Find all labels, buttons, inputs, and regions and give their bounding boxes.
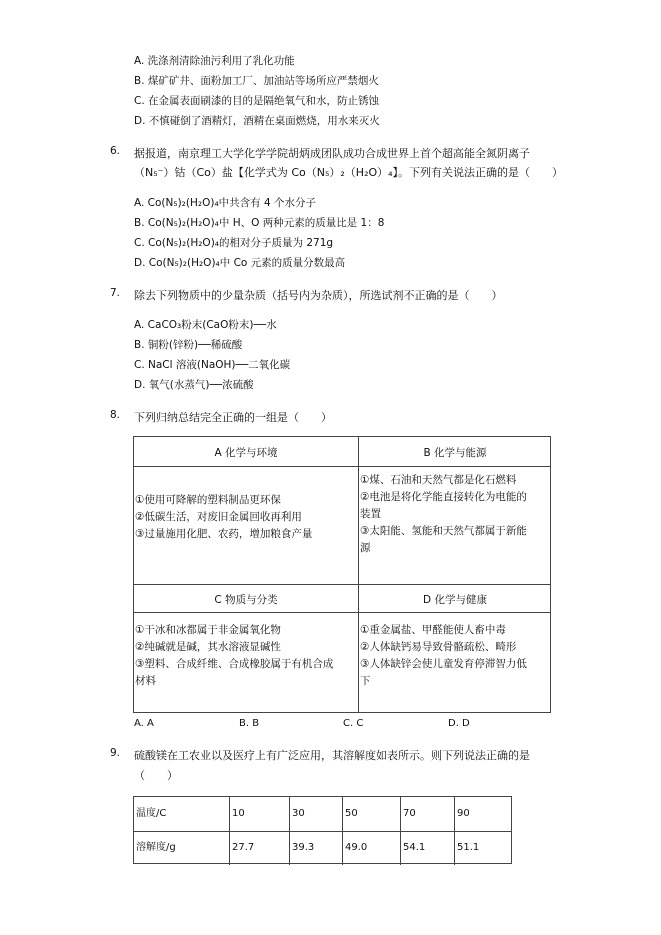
q6-stem-line2: （N₅⁻）钴（Co）盐【化学式为 Co（N₅）₂（H₂O）₄】。下列有关说法正确的是（ ） [134,166,564,179]
cell-b-body: ①煤、石油和天然气都是化石燃料 ②电池是将化学能直接转化为电能的 装置 ③太阳能、氢能和天然气都属于新能 源 [360,474,527,554]
cell-a-body: ①使用可降解的塑料制品更环保 ②低碳生活，对废旧金属回收再利用 ③过量施用化肥、农药，增加粮食产量 [135,494,313,540]
q5-option-c: C. 在金属表面刷漆的目的是隔绝氧气和水，防止锈蚀 [134,95,380,107]
q5-option-a: A. 洗涤剂清除油污利用了乳化功能 [134,55,295,67]
q9-stem-line2: （ ） [134,769,178,782]
q5-option-b: B. 煤矿矿井、面粉加工厂、加油站等场所应严禁烟火 [134,75,379,87]
temperature-row [134,797,511,831]
data-cell: 51.1 [457,842,480,853]
cell-d-title: D 化学与健康 [423,594,487,606]
q7-option-c: C. NaCl 溶液(NaOH)──二氧化碳 [134,359,291,371]
q6-option-c: C. Co(N₅)₂(H₂O)₄的相对分子质量为 271g [134,237,334,249]
q6-stem-line1: 据报道，南京理工大学化学学院胡炳成团队成功合成世界上首个超高能全氮阴离子 [134,147,530,160]
q7-number: 7. [110,287,121,299]
header-cell: 50 [343,797,401,831]
q9-stem-line1: 硫酸镁在工农业以及医疗上有广泛应用，其溶解度如表所示。则下列说法正确的是 [134,749,530,762]
q8-number: 8. [110,409,121,421]
cell-a-title: A 化学与环境 [214,447,278,459]
header-cell: 90 [457,808,470,819]
q8-answer-b: B. B [239,718,260,729]
q6-option-d: D. Co(N₅)₂(H₂O)₄中 Co 元素的质量分数最高 [134,257,346,269]
header-cell: 温度/C [134,797,230,831]
data-cell: 54.1 [401,831,455,865]
q8-answer-c: C. C [343,718,364,729]
q5-option-d: D. 不慎碰倒了酒精灯，酒精在桌面燃烧，用水来灭火 [134,115,380,127]
data-cell: 27.7 [230,831,290,865]
data-cell: 溶解度/g [134,831,230,865]
q8-answer-d: D. D [448,718,470,729]
data-cell: 49.0 [343,831,401,865]
solubility-row [134,831,511,866]
cell-c-title: C 物质与分类 [214,594,278,606]
cell-d-body: ①重金属盐、甲醛能使人畜中毒 ②人体缺钙易导致骨骼疏松、畸形 ③人体缺锌会使儿童发育停滞智力低 下 [360,624,527,687]
q7-option-d: D. 氧气(水蒸气)──浓硫酸 [134,379,254,391]
q6-number: 6. [110,145,121,157]
header-cell: 30 [290,797,343,831]
q7-option-b: B. 铜粉(锌粉)──稀硫酸 [134,339,243,351]
data-cell: 39.3 [290,831,343,865]
solubility-table [133,796,512,864]
q7-option-a: A. CaCO₃粉末(CaO粉末)──水 [134,319,277,331]
cell-c-body: ①干冰和冰都属于非金属氧化物 ②纯碱就是碱，其水溶液显碱性 ③塑料、合成纤维、合成橡胶属于有机合成 材料 [135,624,334,687]
q9-number: 9. [110,747,121,759]
q7-stem: 除去下列物质中的少量杂质（括号内为杂质），所选试剂不正确的是（ ） [134,289,503,302]
q6-option-a: A. Co(N₅)₂(H₂O)₄中共含有 4 个水分子 [134,197,317,209]
q8-answer-a: A. A [134,718,154,729]
header-cell: 10 [230,797,290,831]
header-cell: 70 [401,797,455,831]
cell-b-title: B 化学与能源 [423,447,487,459]
q8-stem: 下列归纳总结完全正确的一组是（ ） [134,411,332,424]
q8-summary-table [133,436,551,713]
q6-option-b: B. Co(N₅)₂(H₂O)₄中 H、O 两种元素的质量比是 1：8 [134,217,385,229]
